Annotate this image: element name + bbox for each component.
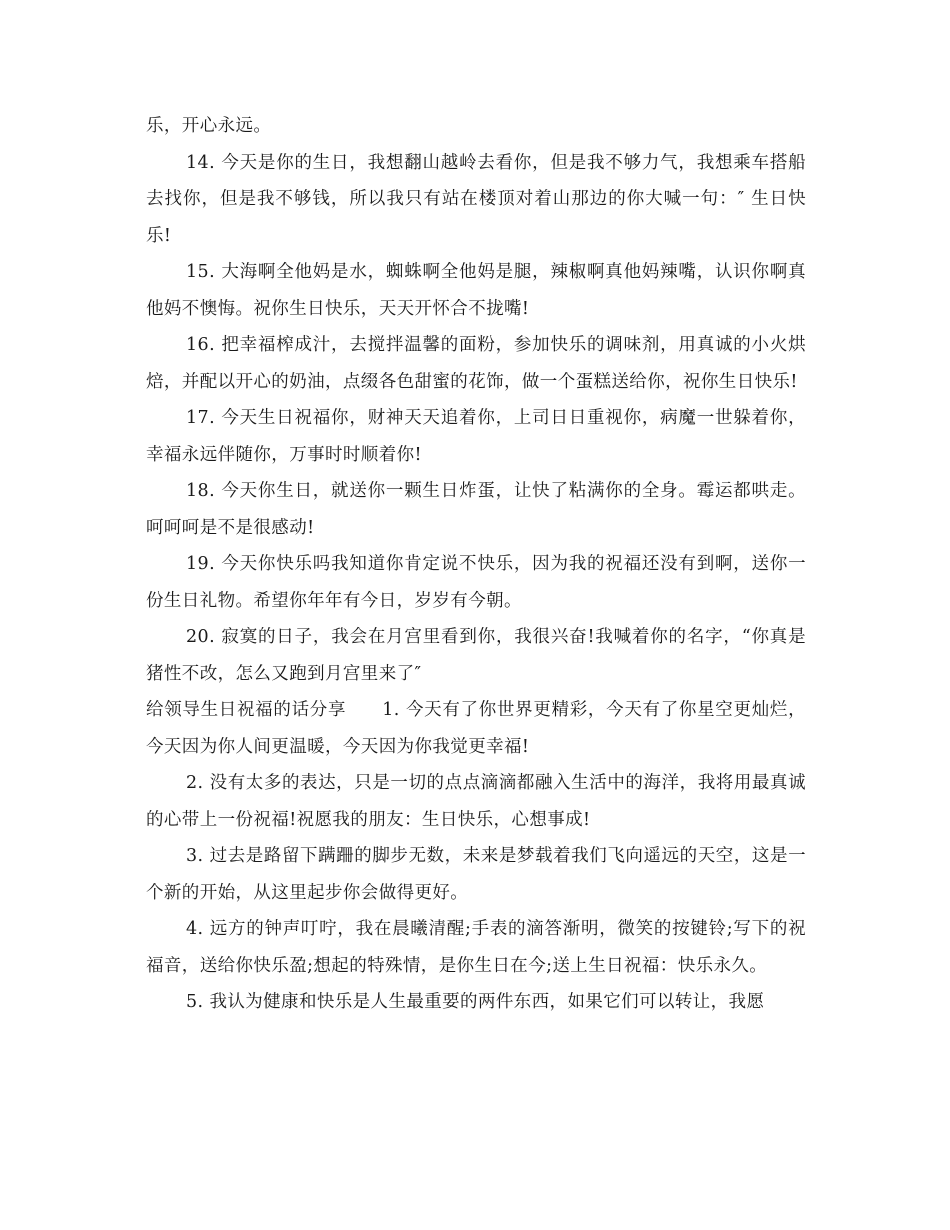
section-heading: 给领导生日祝福的话分享 <box>146 700 347 720</box>
wish-paragraph-14: 14. 今天是你的生日，我想翻山越岭去看你，但是我不够力气，我想乘车搭船去找你，但是我不够钱，所以我只有站在楼顶对着山那边的你大喊一句：″ 生日快乐! <box>146 152 806 246</box>
wish-item-2: 2. 没有太多的表达，只是一切的点点滴滴都融入生活中的海洋，我将用最真诚的心带上一份祝福!祝愿我的朋友：生日快乐，心想事成! <box>146 773 806 830</box>
wish-paragraph-15: 15. 大海啊全他妈是水，蜘蛛啊全他妈是腿，辣椒啊真他妈辣嘴，认识你啊真他妈不懊悔。祝你生日快乐，天天开怀合不拢嘴! <box>146 262 806 319</box>
wish-paragraph-20: 20. 寂寞的日子，我会在月宫里看到你，我很兴奋!我喊着你的名字，“你真是猪性不改，怎么又跑到月宫里来了″ <box>146 627 806 684</box>
wish-paragraph-17: 17. 今天生日祝福你，财神天天追着你，上司日日重视你，病魔一世躲着你，幸福永远伴随你，万事时时顺着你! <box>146 408 806 465</box>
section-paragraph <box>146 692 806 765</box>
wish-item-1: 1. 今天有了你世界更精彩，今天有了你星空更灿烂，今天因为你人间更温暖，今天因为你我觉更幸福! <box>146 700 806 757</box>
wish-paragraph-18: 18. 今天你生日，就送你一颗生日炸蛋，让快了粘满你的全身。霉运都哄走。呵呵呵是不是很感动! <box>146 481 806 538</box>
wish-item-5: 5. 我认为健康和快乐是人生最重要的两件东西，如果它们可以转让，我愿 <box>186 992 765 1012</box>
continuation-text: 乐，开心永远。 <box>146 116 272 136</box>
wish-paragraph-19: 19. 今天你快乐吗我知道你肯定说不快乐，因为我的祝福还没有到啊，送你一份生日礼物。希望你年年有今日，岁岁有今朝。 <box>146 554 806 611</box>
document-page <box>146 108 806 1021</box>
wish-item-4: 4. 远方的钟声叮咛，我在晨曦清醒;手表的滴答渐明，微笑的按键铃;写下的祝福音，送给你快乐盈;想起的特殊情，是你生日在今;送上生日祝福：快乐永久。 <box>146 919 806 976</box>
wish-item-3: 3. 过去是路留下蹒跚的脚步无数，未来是梦载着我们飞向遥远的天空，这是一个新的开始，从这里起步你会做得更好。 <box>146 846 806 903</box>
wish-paragraph-16: 16. 把幸福榨成汁，去搅拌温馨的面粉，参加快乐的调味剂，用真诚的小火烘焙，并配以开心的奶油，点缀各色甜蜜的花饰，做一个蛋糕送给你，祝你生日快乐! <box>146 335 806 392</box>
